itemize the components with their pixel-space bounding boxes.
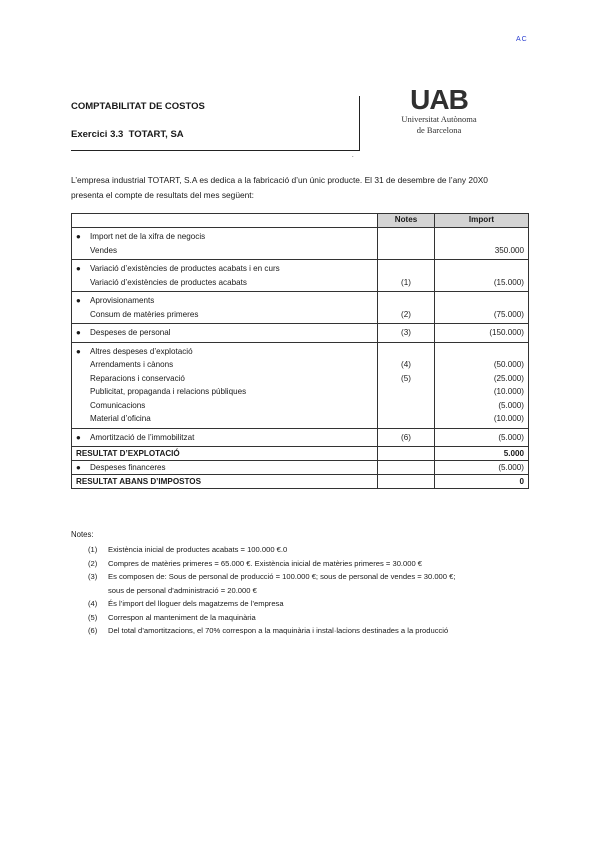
financial-expenses-cell	[72, 461, 378, 475]
import-cell	[435, 324, 529, 343]
intro-paragraph: L’empresa industrial TOTART, S.A es dedica a la fabricació d’un únic producte. El 31 de desembre de l’any 20X0 presenta el compte de resultats del mes següent:	[71, 175, 488, 200]
import-cell	[435, 292, 529, 324]
concept-title-text: Altres despeses d’explotació	[90, 346, 193, 356]
note-text: És l’import del lloguer dels magatzems de l’empresa	[108, 599, 284, 608]
pretax-result-row	[72, 475, 529, 489]
import-value: (15.000)	[493, 277, 524, 287]
logo-line-2: de Barcelona	[416, 125, 462, 135]
concept-cell	[72, 292, 378, 324]
stray-mark: .	[352, 153, 354, 159]
note-ref: (1)	[401, 277, 411, 287]
bullet-icon: ●	[76, 296, 81, 305]
concept-cell	[72, 324, 378, 343]
note-ref	[382, 294, 430, 308]
import-cell	[435, 342, 529, 428]
concept-cell	[72, 428, 378, 447]
import-value	[439, 345, 524, 359]
import-cell	[435, 260, 529, 292]
financial-expenses-notes	[378, 461, 435, 475]
table-row	[72, 292, 529, 324]
note-ref: (3)	[401, 328, 411, 337]
concept-cell	[72, 260, 378, 292]
note-ref	[382, 385, 430, 399]
note-ref	[382, 399, 430, 413]
import-value: (150.000)	[489, 328, 524, 337]
financial-expenses-label: Despeses financeres	[90, 463, 166, 472]
table-row	[72, 324, 529, 343]
import-value	[439, 230, 524, 244]
bullet-icon: ●	[76, 463, 81, 472]
notes-title: Notes:	[71, 530, 94, 539]
bullet-icon: ●	[76, 346, 81, 356]
course-title: COMPTABILITAT DE COSTOS	[71, 101, 205, 112]
import-cell	[435, 428, 529, 447]
table-row	[72, 228, 529, 260]
operating-result-notes	[378, 447, 435, 461]
header-notes: Notes	[378, 214, 435, 228]
note-ref	[382, 412, 430, 426]
table-body	[72, 228, 529, 489]
document-header	[71, 96, 360, 151]
financial-expenses-row	[72, 461, 529, 475]
note-number: (2)	[88, 558, 98, 568]
import-value	[439, 294, 524, 308]
table-row	[72, 260, 529, 292]
note-ref	[382, 345, 430, 359]
concept-title-text: Amortització de l’immobilitzat	[90, 432, 195, 442]
concept-cell	[72, 228, 378, 260]
table-row	[72, 428, 529, 447]
import-value: (10.000)	[493, 387, 524, 396]
header-concept	[72, 214, 378, 228]
note-ref: (5)	[401, 373, 411, 383]
pretax-result-label: RESULTAT ABANS D’IMPOSTOS	[72, 475, 378, 489]
concept-title-text: Despeses de personal	[90, 328, 171, 337]
import-value: (5.000)	[498, 400, 524, 410]
concept-item: Publicitat, propaganda i relacions públiques	[90, 387, 247, 396]
import-value: (50.000)	[493, 360, 524, 369]
notes-cell	[378, 324, 435, 343]
notes-cell	[378, 342, 435, 428]
operating-result-label: RESULTAT D’EXPLOTACIÓ	[72, 447, 378, 461]
concept-item: Reparacions i conservació	[90, 373, 185, 383]
note-text: Correspon al manteniment de la maquinària	[108, 612, 256, 622]
note-item	[88, 557, 528, 571]
import-cell	[435, 228, 529, 260]
import-value: (25.000)	[493, 373, 524, 383]
concept-item: Variació d’existències de productes acabats	[90, 277, 247, 287]
operating-result-row	[72, 447, 529, 461]
notes-cell	[378, 428, 435, 447]
note-item	[88, 611, 528, 625]
operating-result-import: 5.000	[435, 447, 529, 461]
concept-title	[76, 431, 373, 445]
concept-title-text: Import net de la xifra de negocis	[90, 232, 206, 241]
notes-list	[88, 543, 528, 638]
note-number: (3)	[88, 572, 98, 581]
pretax-result-notes	[378, 475, 435, 489]
import-value	[439, 262, 524, 276]
bullet-icon: ●	[76, 432, 81, 442]
income-statement-table	[71, 213, 529, 489]
concept-cell	[72, 342, 378, 428]
table-row	[72, 342, 529, 428]
concept-item: Vendes	[90, 245, 118, 255]
note-number: (4)	[88, 599, 98, 608]
note-ref	[382, 244, 430, 258]
exercise-title	[71, 129, 184, 140]
header-import: Import	[435, 214, 529, 228]
note-number: (1)	[88, 545, 98, 554]
note-item	[88, 597, 528, 611]
note-ref	[382, 262, 430, 276]
notes-cell	[378, 228, 435, 260]
concept-item: Comunicacions	[90, 400, 146, 410]
exercise-label: Exercici 3.3	[71, 129, 124, 140]
note-item	[88, 543, 528, 557]
table-header-row	[72, 214, 529, 228]
note-text: Existència inicial de productes acabats = 100.000 €.0	[108, 545, 288, 554]
import-value: (10.000)	[493, 414, 524, 423]
import-value: (75.000)	[493, 309, 524, 319]
uab-logo-mark: UAB	[410, 84, 468, 115]
note-text: Del total d’amortitzacions, el 70% correspon a la maquinària i instal·lacions destinades a la producció	[108, 626, 449, 635]
concept-title	[76, 326, 373, 340]
concept-title	[76, 294, 373, 308]
company-name: TOTART, SA	[128, 129, 184, 140]
note-item	[88, 624, 528, 638]
note-ref: (2)	[401, 309, 411, 319]
note-number: (5)	[88, 612, 98, 622]
logo-line-1: Universitat Autònoma	[401, 114, 477, 124]
concept-item: Material d’oficina	[90, 414, 151, 423]
concept-title-text: Aprovisionaments	[90, 296, 155, 305]
note-ref	[382, 230, 430, 244]
import-value: 350.000	[494, 245, 524, 255]
note-continuation: sous de personal d’administració = 20.000 €	[108, 585, 257, 595]
note-text: Compres de matèries primeres = 65.000 €. Existència inicial de matèries primeres = 30.000 €	[108, 558, 423, 568]
corner-mark: AC	[516, 36, 528, 43]
note-ref: (4)	[401, 360, 411, 369]
bullet-icon: ●	[76, 328, 81, 337]
university-logo	[384, 86, 494, 136]
concept-item: Arrendaments i cànons	[90, 360, 174, 369]
import-value: (5.000)	[498, 432, 524, 442]
notes-cell	[378, 260, 435, 292]
concept-item: Consum de matèries primeres	[90, 309, 199, 319]
note-number: (6)	[88, 626, 98, 635]
note-item	[88, 570, 528, 597]
concept-title	[76, 230, 373, 244]
note-text: Es composen de: Sous de personal de producció = 100.000 €; sous de personal de vendes = 30.000 €;	[108, 572, 456, 581]
concept-title-text: Variació d’existències de productes acabats i en curs	[90, 264, 280, 273]
concept-title	[76, 345, 373, 359]
bullet-icon: ●	[76, 232, 81, 241]
pretax-result-import: 0	[435, 475, 529, 489]
notes-cell	[378, 292, 435, 324]
concept-title	[76, 262, 373, 276]
note-ref: (6)	[401, 432, 411, 442]
bullet-icon: ●	[76, 264, 81, 273]
financial-expenses-import: (5.000)	[435, 461, 529, 475]
